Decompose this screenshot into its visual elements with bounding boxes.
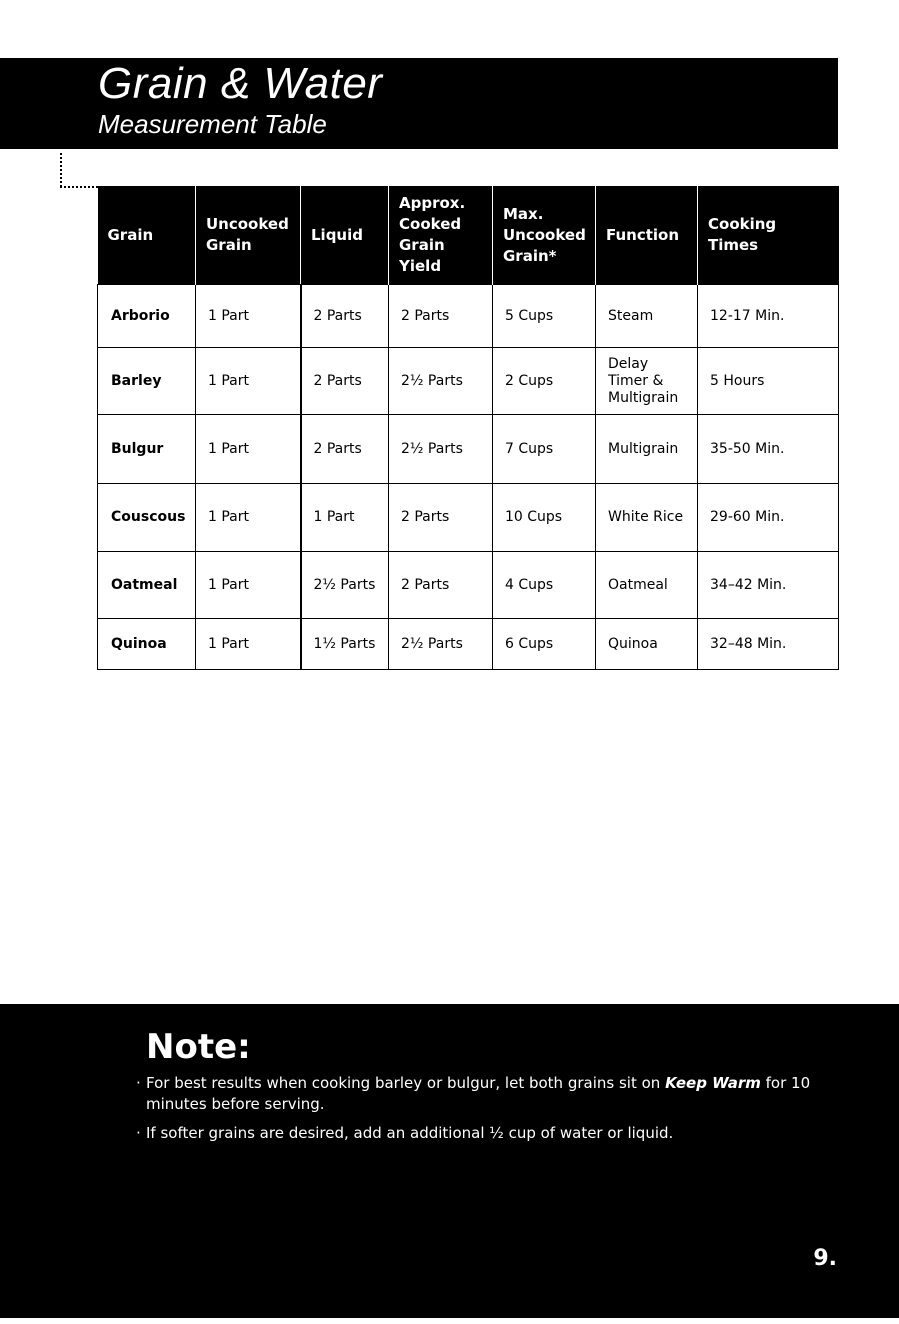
cell-grain: Arborio — [98, 285, 196, 348]
table-header-row — [98, 186, 839, 285]
column-header-uncooked-grain: Uncooked Grain — [196, 186, 301, 285]
cell-liquid: 1½ Parts — [301, 619, 389, 670]
note-text: For best results when cooking barley or bulgur, let both grains sit on — [146, 1074, 666, 1092]
cell-function: Steam — [596, 285, 698, 348]
cell-uncooked: 1 Part — [196, 484, 301, 552]
cell-grain: Couscous — [98, 484, 196, 552]
cell-time: 34–42 Min. — [698, 552, 839, 619]
page-number: 9. — [813, 1246, 837, 1271]
dotted-guide-vertical — [60, 153, 62, 187]
column-header-grain: Grain — [98, 186, 196, 285]
cell-function: Oatmeal — [596, 552, 698, 619]
cell-time: 12-17 Min. — [698, 285, 839, 348]
cell-max: 7 Cups — [493, 415, 596, 484]
page-subtitle: Measurement Table — [98, 109, 327, 139]
cell-liquid: 2 Parts — [301, 415, 389, 484]
cell-time: 5 Hours — [698, 348, 839, 415]
cell-max: 5 Cups — [493, 285, 596, 348]
column-header-cooked-yield: Approx. Cooked Grain Yield — [389, 186, 493, 285]
bullet: · — [136, 1074, 141, 1092]
cell-function: Delay Timer & Multigrain — [596, 348, 698, 415]
note-item — [136, 1073, 826, 1115]
note-emphasis: Keep Warm — [665, 1074, 761, 1092]
page-title: Grain & Water — [98, 59, 383, 108]
cell-grain: Quinoa — [98, 619, 196, 670]
cell-function: Quinoa — [596, 619, 698, 670]
column-header-max-uncooked: Max. Uncooked Grain* — [493, 186, 596, 285]
cell-yield: 2½ Parts — [389, 619, 493, 670]
table-row — [98, 415, 839, 484]
table-row — [98, 348, 839, 415]
cell-time: 35-50 Min. — [698, 415, 839, 484]
cell-uncooked: 1 Part — [196, 415, 301, 484]
cell-grain: Barley — [98, 348, 196, 415]
cell-liquid: 1 Part — [301, 484, 389, 552]
cell-max: 4 Cups — [493, 552, 596, 619]
note-heading: Note: — [146, 1027, 251, 1067]
cell-max: 2 Cups — [493, 348, 596, 415]
cell-function: Multigrain — [596, 415, 698, 484]
cell-max: 10 Cups — [493, 484, 596, 552]
table-row — [98, 619, 839, 670]
cell-uncooked: 1 Part — [196, 348, 301, 415]
cell-time: 32–48 Min. — [698, 619, 839, 670]
cell-yield: 2 Parts — [389, 484, 493, 552]
table-row — [98, 484, 839, 552]
note-text: for 10 minutes before serving. — [146, 1074, 811, 1113]
cell-yield: 2½ Parts — [389, 348, 493, 415]
column-header-liquid: Liquid — [301, 186, 389, 285]
cell-yield: 2½ Parts — [389, 415, 493, 484]
dotted-guide-horizontal — [60, 186, 98, 188]
cell-uncooked: 1 Part — [196, 285, 301, 348]
cell-function: White Rice — [596, 484, 698, 552]
cell-liquid: 2½ Parts — [301, 552, 389, 619]
note-item — [136, 1123, 826, 1144]
cell-uncooked: 1 Part — [196, 552, 301, 619]
table-row — [98, 552, 839, 619]
cell-liquid: 2 Parts — [301, 348, 389, 415]
cell-yield: 2 Parts — [389, 552, 493, 619]
grain-water-table — [97, 186, 839, 670]
cell-uncooked: 1 Part — [196, 619, 301, 670]
table-row — [98, 285, 839, 348]
column-header-cooking-times: Cooking Times — [698, 186, 839, 285]
cell-time: 29-60 Min. — [698, 484, 839, 552]
note-text: If softer grains are desired, add an additional ½ cup of water or liquid. — [146, 1124, 674, 1142]
cell-yield: 2 Parts — [389, 285, 493, 348]
cell-grain: Bulgur — [98, 415, 196, 484]
cell-max: 6 Cups — [493, 619, 596, 670]
bullet: · — [136, 1124, 141, 1142]
column-header-function: Function — [596, 186, 698, 285]
cell-grain: Oatmeal — [98, 552, 196, 619]
cell-liquid: 2 Parts — [301, 285, 389, 348]
footer-band — [0, 1004, 899, 1318]
note-list — [136, 1073, 826, 1152]
